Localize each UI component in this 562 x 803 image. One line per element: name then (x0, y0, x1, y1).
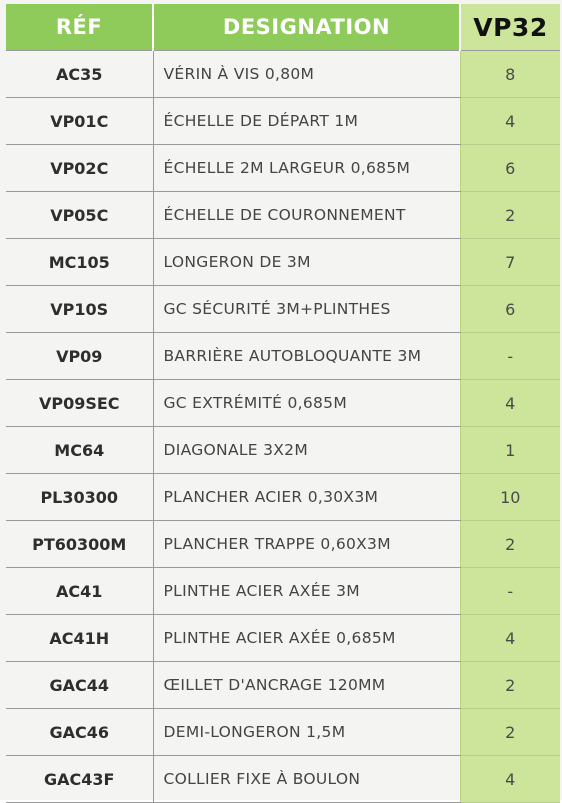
cell-ref: AC35 (6, 51, 153, 98)
table-row (6, 380, 560, 427)
table-row (6, 709, 560, 756)
cell-designation: COLLIER FIXE À BOULON (153, 756, 460, 803)
cell-ref: AC41H (6, 615, 153, 662)
cell-quantity: 1 (460, 427, 560, 474)
table-row (6, 427, 560, 474)
cell-quantity: 4 (460, 615, 560, 662)
cell-quantity: 2 (460, 709, 560, 756)
cell-ref: MC64 (6, 427, 153, 474)
cell-designation: ÉCHELLE DE DÉPART 1M (153, 98, 460, 145)
cell-ref: VP10S (6, 286, 153, 333)
table-row (6, 239, 560, 286)
cell-quantity: 4 (460, 98, 560, 145)
cell-quantity: 2 (460, 521, 560, 568)
table-row (6, 474, 560, 521)
cell-ref: GAC46 (6, 709, 153, 756)
table-row (6, 286, 560, 333)
cell-ref: VP09SEC (6, 380, 153, 427)
column-header-vp32: VP32 (460, 4, 560, 51)
table-row (6, 615, 560, 662)
cell-designation: LONGERON DE 3M (153, 239, 460, 286)
cell-designation: ÉCHELLE DE COURONNEMENT (153, 192, 460, 239)
cell-designation: GC SÉCURITÉ 3M+PLINTHES (153, 286, 460, 333)
table-row (6, 51, 560, 98)
table-row (6, 98, 560, 145)
cell-quantity: 6 (460, 286, 560, 333)
table-header-row (6, 4, 560, 51)
cell-designation: ŒILLET D'ANCRAGE 120MM (153, 662, 460, 709)
table-row (6, 145, 560, 192)
cell-designation: ÉCHELLE 2M LARGEUR 0,685M (153, 145, 460, 192)
cell-ref: VP09 (6, 333, 153, 380)
table-row (6, 333, 560, 380)
column-header-ref: RÉF (6, 4, 153, 51)
cell-designation: PLINTHE ACIER AXÉE 3M (153, 568, 460, 615)
cell-ref: PT60300M (6, 521, 153, 568)
cell-quantity: 2 (460, 192, 560, 239)
cell-designation: BARRIÈRE AUTOBLOQUANTE 3M (153, 333, 460, 380)
cell-ref: VP01C (6, 98, 153, 145)
column-header-designation: DESIGNATION (153, 4, 460, 51)
cell-quantity: 2 (460, 662, 560, 709)
cell-quantity: 7 (460, 239, 560, 286)
cell-quantity: 4 (460, 380, 560, 427)
table-row (6, 662, 560, 709)
parts-table (6, 4, 560, 803)
table-row (6, 756, 560, 803)
cell-designation: VÉRIN À VIS 0,80M (153, 51, 460, 98)
table-row (6, 192, 560, 239)
cell-ref: PL30300 (6, 474, 153, 521)
cell-quantity: 8 (460, 51, 560, 98)
cell-ref: GAC43F (6, 756, 153, 803)
cell-ref: VP05C (6, 192, 153, 239)
cell-quantity: - (460, 568, 560, 615)
cell-ref: MC105 (6, 239, 153, 286)
cell-designation: GC EXTRÉMITÉ 0,685M (153, 380, 460, 427)
table-row (6, 568, 560, 615)
cell-quantity: 6 (460, 145, 560, 192)
cell-ref: AC41 (6, 568, 153, 615)
cell-designation: PLINTHE ACIER AXÉE 0,685M (153, 615, 460, 662)
cell-quantity: - (460, 333, 560, 380)
cell-designation: DIAGONALE 3X2M (153, 427, 460, 474)
cell-quantity: 10 (460, 474, 560, 521)
cell-designation: DEMI-LONGERON 1,5M (153, 709, 460, 756)
cell-quantity: 4 (460, 756, 560, 803)
cell-designation: PLANCHER TRAPPE 0,60X3M (153, 521, 460, 568)
cell-designation: PLANCHER ACIER 0,30X3M (153, 474, 460, 521)
table-row (6, 521, 560, 568)
cell-ref: GAC44 (6, 662, 153, 709)
cell-ref: VP02C (6, 145, 153, 192)
